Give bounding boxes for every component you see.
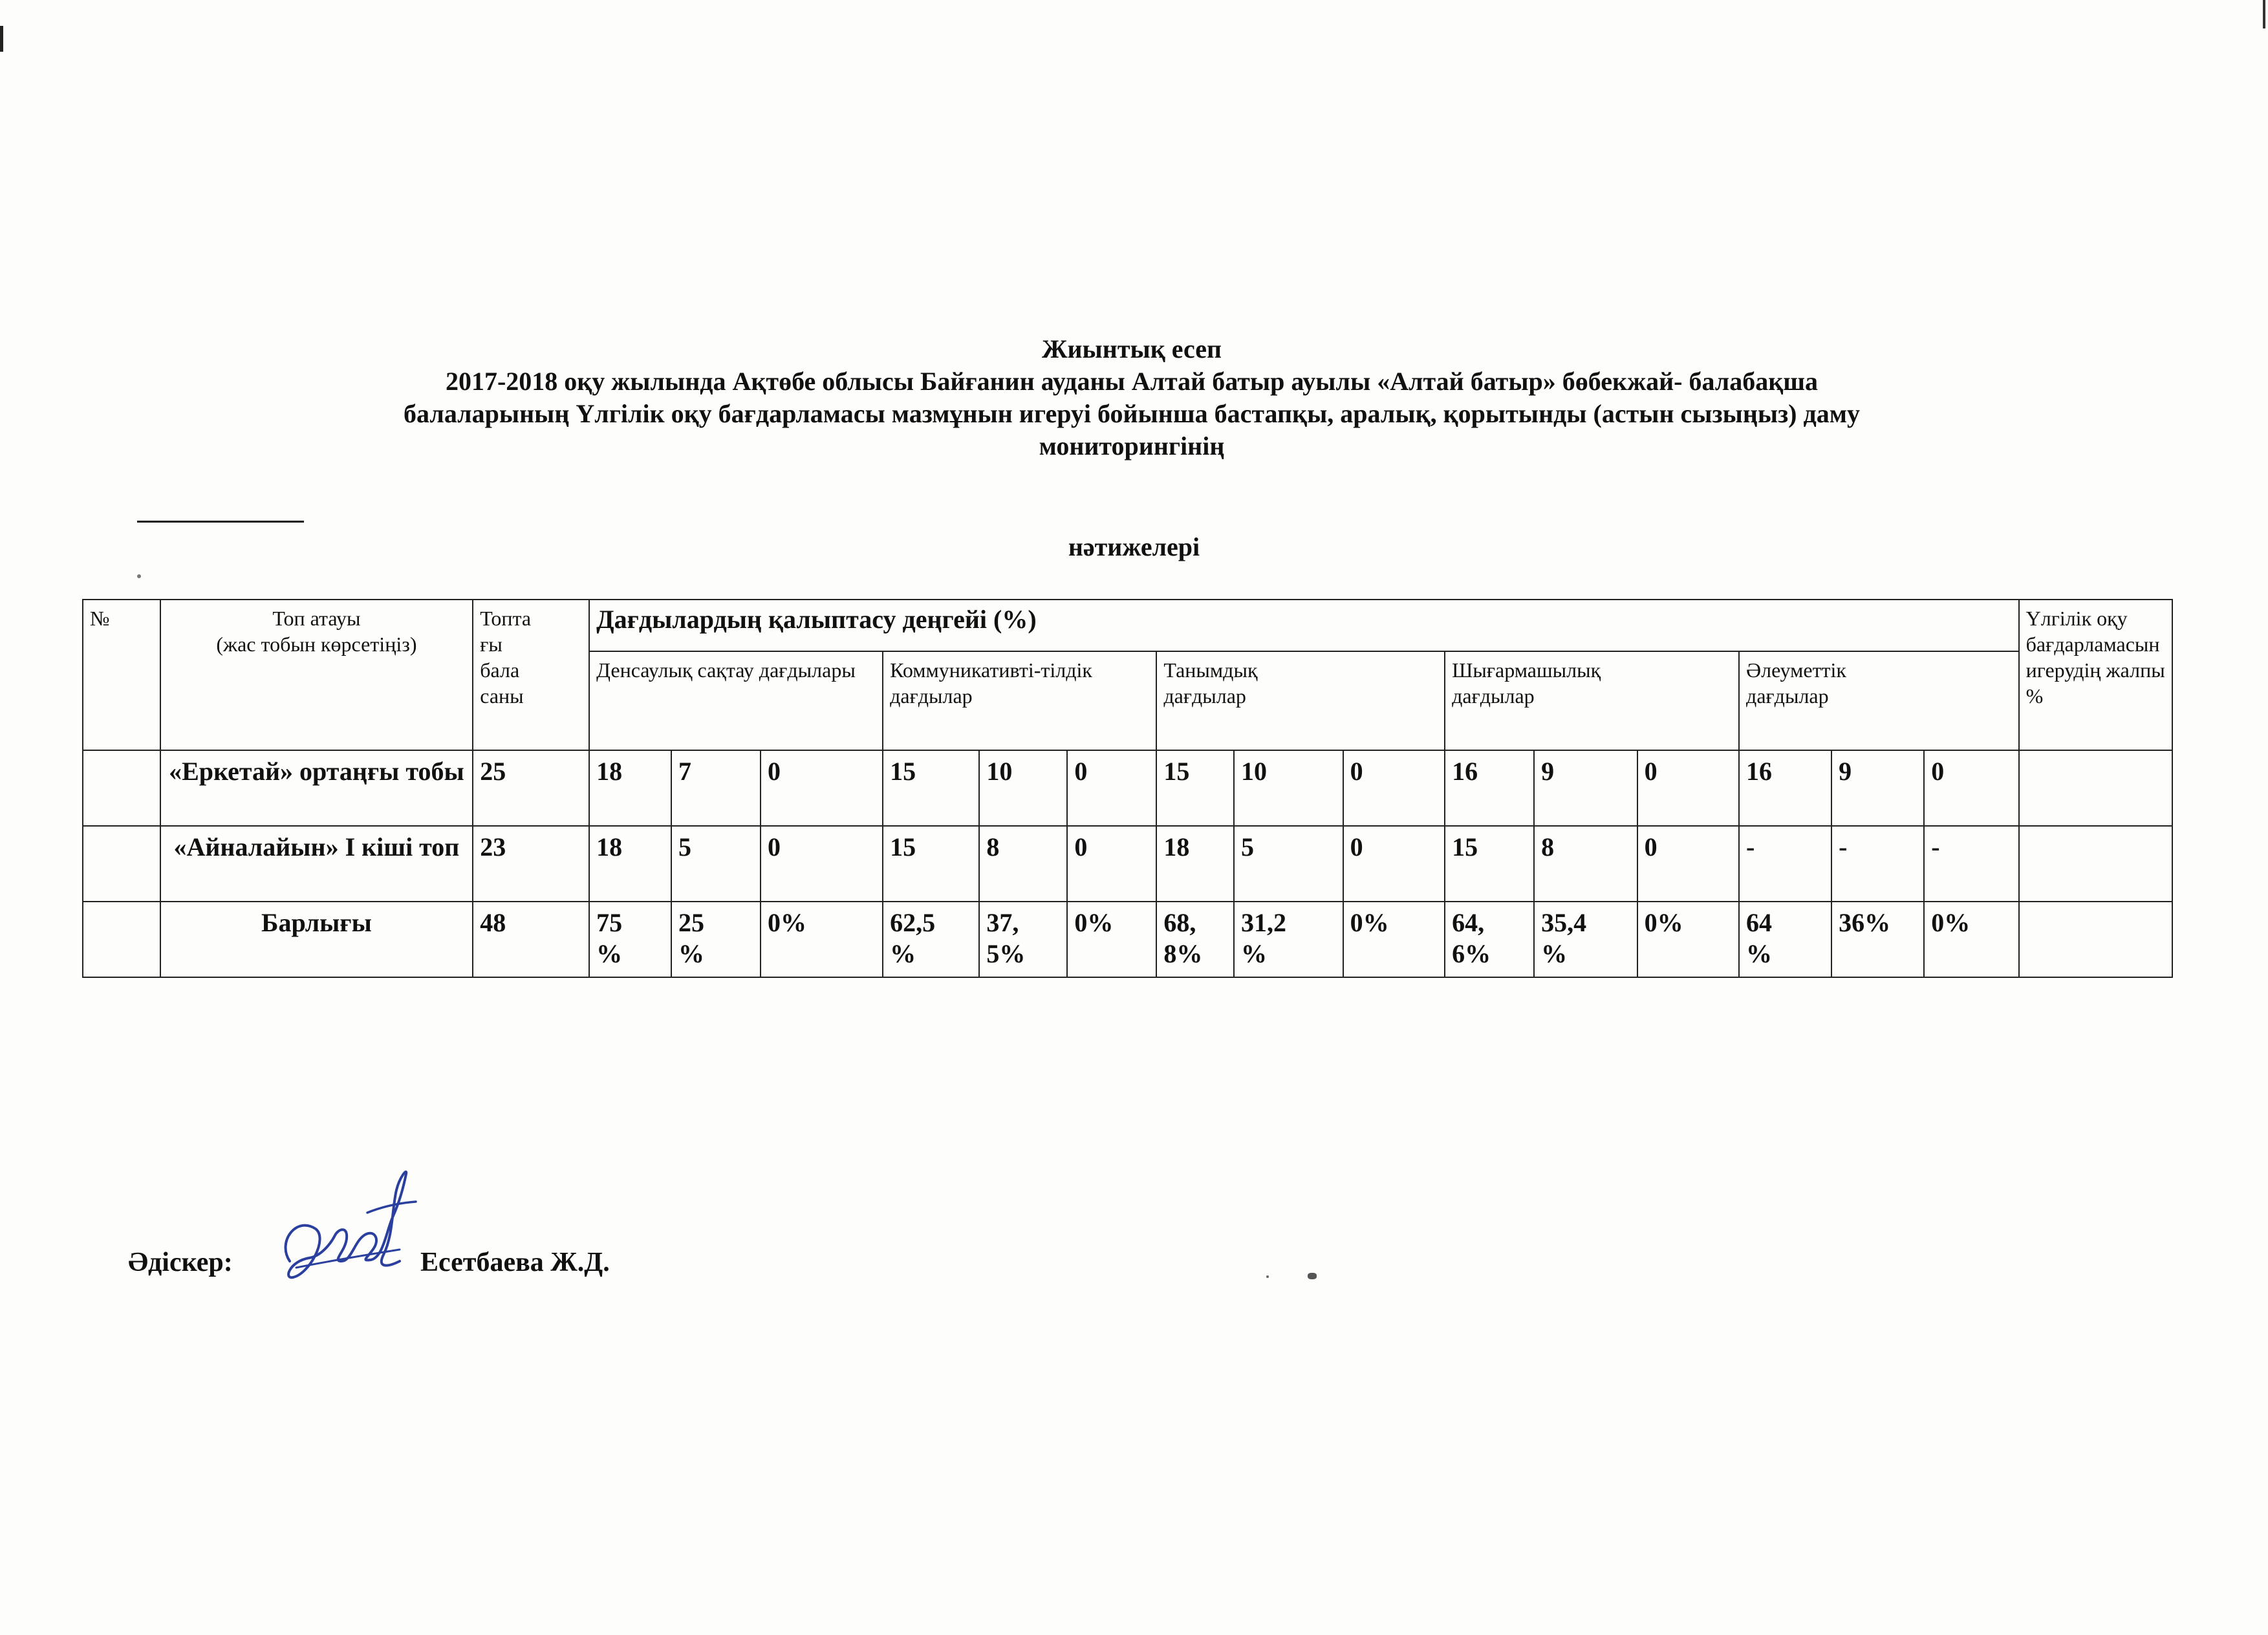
document-header — [142, 333, 2121, 462]
cell-value: 25 % — [671, 902, 761, 977]
methodologist-name: Есетбаева Ж.Д. — [420, 1248, 610, 1277]
table-row — [83, 826, 2172, 902]
cell-overall — [2019, 750, 2172, 826]
scan-edge-mark — [0, 26, 3, 52]
cell-value: 18 — [589, 750, 671, 826]
results-heading: нәтижелері — [1068, 532, 1200, 561]
cell-value: 18 — [1156, 826, 1234, 902]
cell-value: 0% — [1343, 902, 1445, 977]
header-line: балаларының Үлгілік оқу бағдарламасы мазмұнын игеруі бойынша бастапқы, аралық, қорытынды (астын сызыңыз) даму — [404, 399, 1860, 428]
cell-value: 75 % — [589, 902, 671, 977]
cell-value: 7 — [671, 750, 761, 826]
cell-value: 0 — [761, 826, 883, 902]
header-skill-social: Әлеуметтік дағдылар — [1739, 651, 2019, 750]
cell-group-name: «Айналайын» І кіші топ — [160, 826, 473, 902]
table-row-total — [83, 902, 2172, 977]
cell-value: 15 — [1445, 826, 1534, 902]
cell-num — [83, 750, 160, 826]
cell-value: 8 — [1534, 826, 1637, 902]
header-group-name: Топ атауы (жас тобын көрсетіңіз) — [160, 600, 473, 750]
cell-value: 9 — [1534, 750, 1637, 826]
cell-value: 10 — [1234, 750, 1343, 826]
header-skill-health: Денсаулық сақтау дағдылары — [589, 651, 883, 750]
cell-value: - — [1831, 826, 1924, 902]
cell-value: 0 — [1637, 750, 1739, 826]
header-skill-level: Дағдылардың қалыптасу деңгейі (%) — [589, 600, 2018, 651]
cell-value: 15 — [883, 750, 979, 826]
cell-value: 0 — [1637, 826, 1739, 902]
cell-value: 0 — [1343, 750, 1445, 826]
cell-value: 5 — [1234, 826, 1343, 902]
header-line: мониторингінің — [1039, 431, 1225, 460]
cell-value: 0 — [1343, 826, 1445, 902]
cell-value: 0 — [1924, 750, 2018, 826]
scan-speck — [1308, 1273, 1317, 1279]
signature-block — [128, 1164, 775, 1306]
cell-value: 35,4 % — [1534, 902, 1637, 977]
cell-value: 5 — [671, 826, 761, 902]
scan-edge-mark — [2263, 0, 2265, 28]
cell-value: 0 — [1067, 826, 1156, 902]
cell-value: 0% — [1637, 902, 1739, 977]
header-skill-communication: Коммуникативті-тілдік дағдылар — [883, 651, 1156, 750]
cell-value: 15 — [1156, 750, 1234, 826]
scan-speck — [1266, 1275, 1269, 1278]
cell-count: 48 — [473, 902, 589, 977]
header-skill-creative: Шығармашылық дағдылар — [1445, 651, 1739, 750]
cell-value: - — [1924, 826, 2018, 902]
cell-value: 0% — [761, 902, 883, 977]
cell-value: 64, 6% — [1445, 902, 1534, 977]
cell-value: 0 — [1067, 750, 1156, 826]
cell-count: 25 — [473, 750, 589, 826]
cell-value: 68, 8% — [1156, 902, 1234, 977]
document-title: Жиынтық есеп — [1041, 334, 1222, 363]
cell-value: 31,2 % — [1234, 902, 1343, 977]
cell-group-name: «Еркетай» ортаңғы тобы — [160, 750, 473, 826]
cell-value: 64 % — [1739, 902, 1831, 977]
cell-value: 36% — [1831, 902, 1924, 977]
table-row — [83, 750, 2172, 826]
cell-num — [83, 826, 160, 902]
cell-value: 0% — [1924, 902, 2018, 977]
cell-value: 37, 5% — [979, 902, 1067, 977]
cell-value: 62,5 % — [883, 902, 979, 977]
cell-value: 10 — [979, 750, 1067, 826]
header-overall: Үлгілік оқу бағдарламасын игерудің жалпы % — [2019, 600, 2172, 750]
cell-value: 18 — [589, 826, 671, 902]
cell-value: 0 — [761, 750, 883, 826]
cell-value: 15 — [883, 826, 979, 902]
cell-value: - — [1739, 826, 1831, 902]
header-line: 2017-2018 оқу жылында Ақтөбе облысы Байғанин ауданы Алтай батыр ауылы «Алтай батыр» бөбекжай- балабақша — [445, 367, 1819, 396]
results-table — [82, 599, 2173, 978]
cell-overall — [2019, 826, 2172, 902]
cell-value: 8 — [979, 826, 1067, 902]
cell-value: 0% — [1067, 902, 1156, 977]
cell-num — [83, 902, 160, 977]
header-child-count: Топта ғы бала саны — [473, 600, 589, 750]
cell-overall — [2019, 902, 2172, 977]
methodologist-label: Әдіскер: — [128, 1248, 233, 1277]
header-skill-cognitive: Танымдық дағдылар — [1156, 651, 1445, 750]
scan-dot — [137, 574, 141, 578]
cell-value: 16 — [1445, 750, 1534, 826]
cell-value: 9 — [1831, 750, 1924, 826]
header-num: № — [83, 600, 160, 750]
handwritten-signature — [270, 1164, 426, 1300]
cell-value: 16 — [1739, 750, 1831, 826]
cell-count: 23 — [473, 826, 589, 902]
cell-group-name: Барлығы — [160, 902, 473, 977]
underline-blank — [137, 521, 304, 523]
